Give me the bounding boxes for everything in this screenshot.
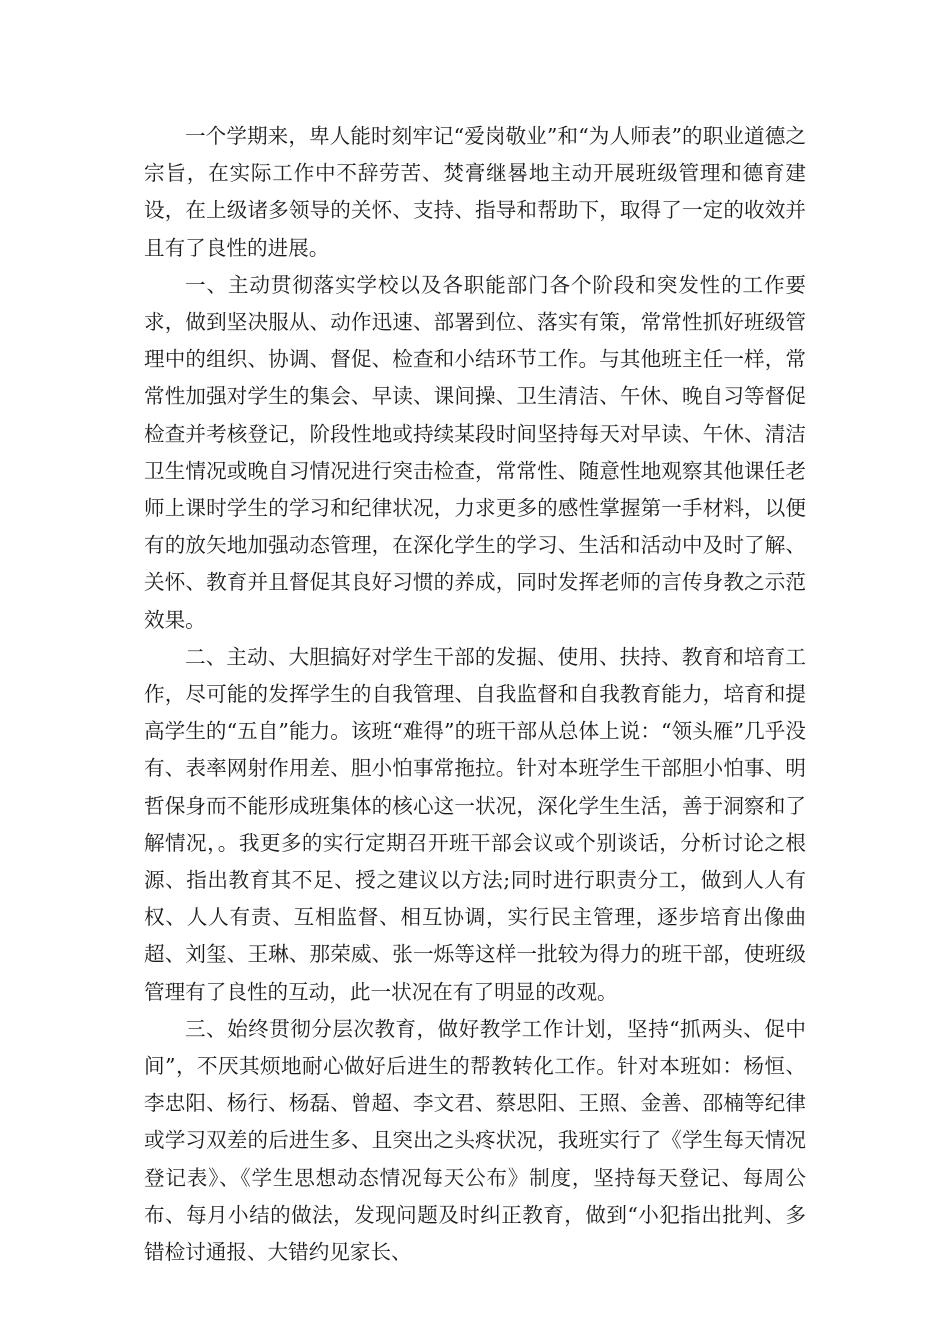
paragraph-section-1: 一、主动贯彻落实学校以及各职能部门各个阶段和突发性的工作要求，做到坚决服从、动作迅速、部署到位、落实有策，常常性抓好班级管理中的组织、协调、督促、检查和小结环节工作。与其他班主任一样，常常性加强对学生的集会、早读、课间操、卫生清洁、午休、晚自习等督促检查并考核登记，阶段性地或持续某段时间坚持每天对早读、午休、清洁卫生情况或晚自习情况进行突击检查，常常性、随意性地观察其他课任老师上课时学生的学习和纪律状况，力求更多的感性掌握第一手材料，以便有的放矢地加强动态管理，在深化学生的学习、生活和活动中及时了解、关怀、教育并且督促其良好习惯的养成，同时发挥老师的言传身教之示范效果。: [144, 272, 806, 632]
paragraph-section-3: 三、始终贯彻分层次教育，做好教学工作计划，坚持“抓两头、促中间”，不厌其烦地耐心做好后进生的帮教转化工作。针对本班如：杨恒、李忠阳、杨行、杨磊、曾超、李文君、蔡思阳、王照、金善、邵楠等纪律或学习双差的后进生多、且突出之头疼状况，我班实行了《学生每天情况登记表》、《学生思想动态情况每天公布》制度，坚持每天登记、每周公布、每月小结的做法，发现问题及时纠正教育，做到“小犯指出批判、多错检讨通报、大错约见家长、: [144, 1016, 806, 1265]
paragraph-intro: 一个学期来，卑人能时刻牢记“爱岗敬业”和“为人师表”的职业道德之宗旨，在实际工作中不辞劳苦、焚膏继晷地主动开展班级管理和德育建设，在上级诸多领导的关怀、支持、指导和帮助下，取得了一定的收效并且有了良性的进展。: [144, 124, 806, 260]
document-body: [144, 118, 806, 1271]
paragraph-section-2: 二、主动、大胆搞好对学生干部的发掘、使用、扶持、教育和培育工作，尽可能的发挥学生的自我管理、自我监督和自我教育能力，培育和提高学生的“五自”能力。该班“难得”的班干部从总体上说：“领头雁”几乎没有、表率网射作用差、胆小怕事常拖拉。针对本班学生干部胆小怕事、明哲保身而不能形成班集体的核心这一状况，深化学生生活，善于洞察和了解情况，。我更多的实行定期召开班干部会议或个别谈话，分析讨论之根源、指出教育其不足、授之建议以方法;同时进行职责分工，做到人人有权、人人有责、互相监督、相互协调，实行民主管理，逐步培育出像曲超、刘玺、王琳、那荣威、张一烁等这样一批较为得力的班干部，使班级管理有了良性的互动，此一状况在有了明显的改观。: [144, 644, 806, 1004]
